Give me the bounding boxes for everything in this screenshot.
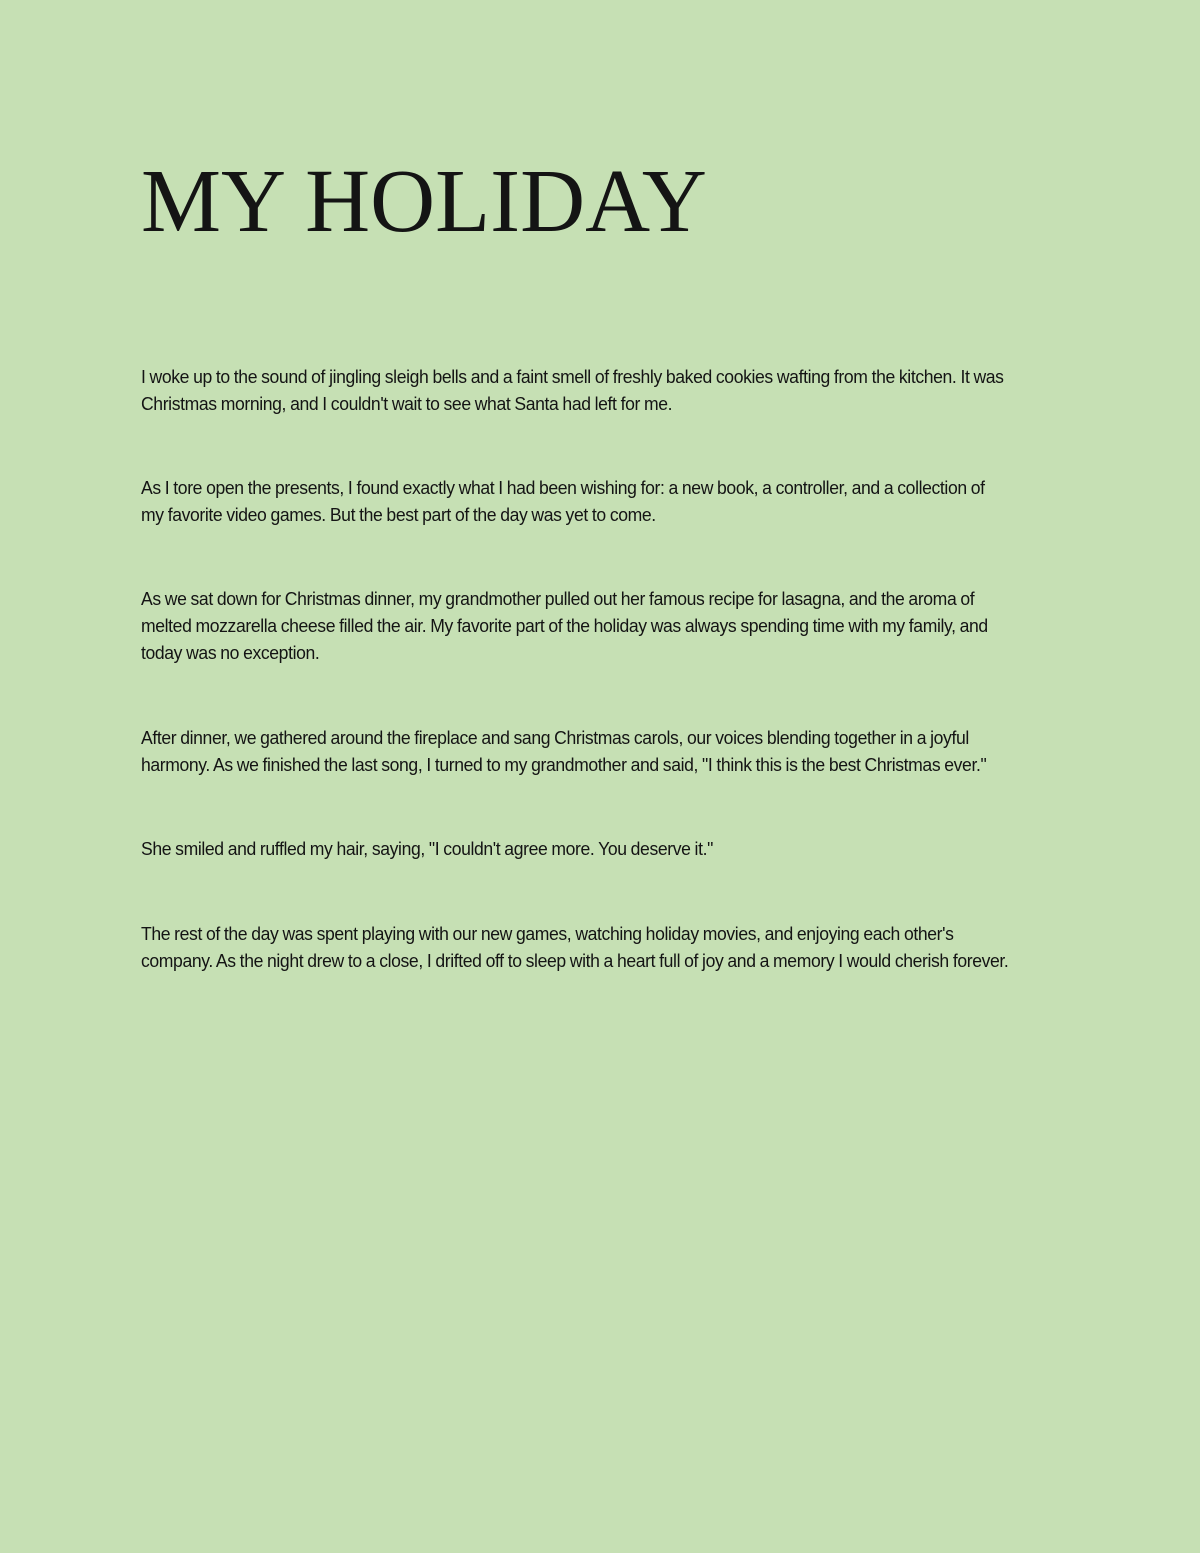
paragraph-5: She smiled and ruffled my hair, saying, "I couldn't agree more. You deserve it." [141,838,713,859]
paragraph-1: I woke up to the sound of jingling sleigh bells and a faint smell of freshly baked cookies wafting from the kitchen. It was Christmas morning, and I couldn't wait to see what Santa had left for me. [141,366,1004,414]
paragraph-2: As I tore open the presents, I found exactly what I had been wishing for: a new book, a controller, and a collection of my favorite video games. But the best part of the day was yet to come. [141,477,985,525]
document-title: MY HOLIDAY [141,152,707,251]
paragraph-4: After dinner, we gathered around the fireplace and sang Christmas carols, our voices blending together in a joyful harmony. As we finished the last song, I turned to my grandmother and said, "I think this is the best Christmas ever." [141,727,987,775]
paragraph-3: As we sat down for Christmas dinner, my grandmother pulled out her famous recipe for lasagna, and the aroma of melted mozzarella cheese filled the air. My favorite part of the holiday was always spending time with my family, and today was no exception. [141,588,988,663]
paragraph-6: The rest of the day was spent playing with our new games, watching holiday movies, and enjoying each other's company. As the night drew to a close, I drifted off to sleep with a heart full of joy and a memory I would cherish forever. [141,923,1009,971]
